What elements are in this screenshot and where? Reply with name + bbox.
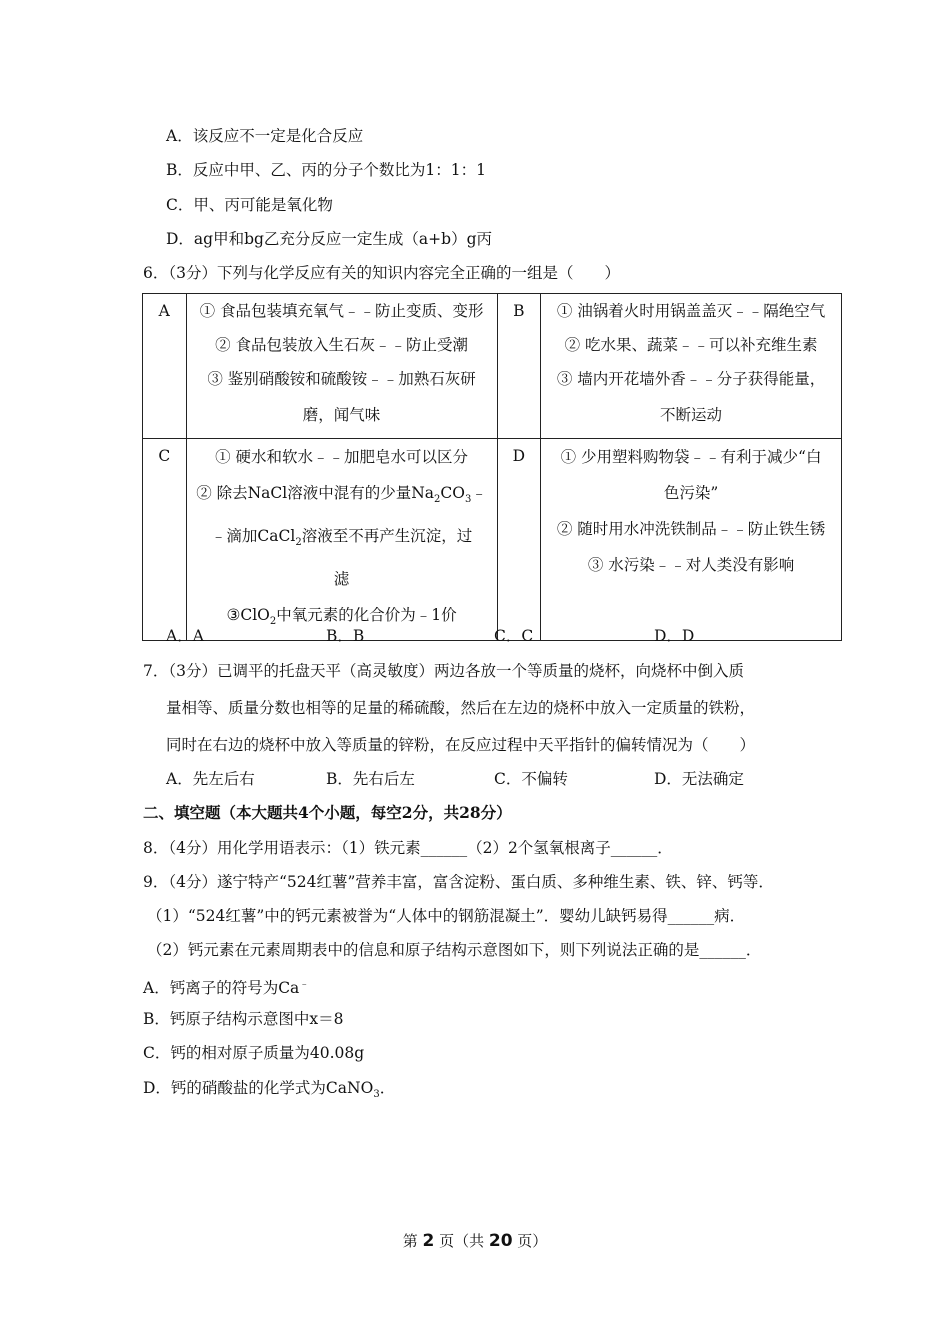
table-row (143, 294, 842, 439)
q6-stem: 6．（3分）下列与化学反应有关的知识内容完全正确的一组是（ ） (143, 264, 620, 282)
q9-option-d: D．钙的硝酸盐的化学式为CaNO$_3$． (143, 1079, 396, 1101)
q8-text: 8．（4分）用化学用语表示：（1）铁元素______（2）2个氢氧根离子______． (143, 839, 673, 857)
q9-option-b: B．钙原子结构示意图中x＝8 (143, 1010, 344, 1028)
q6-answer-d: D．D (654, 627, 695, 645)
cell-label-d: D (497, 439, 541, 641)
cell-content-a (186, 294, 497, 439)
q5-option-d: D．ag甲和bg乙充分反应一定生成（a+b）g丙 (166, 230, 493, 248)
q7-answer-c: C．不偏转 (494, 770, 568, 788)
q9-option-a: A．钙离子的符号为Ca﹣ (143, 979, 310, 998)
q7-line-1: 7．（3分）已调平的托盘天平（高灵敏度）两边各放一个等质量的烧杯，向烧杯中倒入质 (143, 662, 744, 680)
table-line: ① 食品包装填充氧气﹣﹣防止变质、变形 (199, 302, 484, 320)
q7-answers (166, 769, 846, 789)
cell-content-b (541, 294, 842, 439)
q5-option-a: A．该反应不一定是化合反应 (166, 127, 364, 145)
table-line: 磨，闻气味 (302, 406, 381, 424)
cell-content-c (186, 439, 497, 641)
table-line: ③ 墙内开花墙外香﹣﹣分子获得能量， (556, 370, 826, 388)
table-line: ① 油锅着火时用锅盖盖灭﹣﹣隔绝空气 (556, 302, 826, 320)
table-line: ﹣滴加CaCl$_2$溶液至不再产生沉淀，过 (210, 527, 473, 549)
cell-label-b: B (497, 294, 541, 439)
q7-answer-d: D．无法确定 (654, 770, 744, 788)
q6-answer-a: A．A (166, 627, 204, 645)
table-line: ③ClO$_2$中氧元素的化合价为﹣1价 (226, 606, 457, 628)
cell-content-d (541, 439, 842, 641)
q6-knowledge-table (142, 293, 842, 641)
q9-stem: 9．（4分）遂宁特产“524红薯”营养丰富，富含淀粉、蛋白质、多种维生素、铁、锌、钙等． (143, 873, 774, 891)
q7-answer-b: B．先右后左 (326, 770, 415, 788)
table-row (143, 439, 842, 641)
q9-part-1: （1）“524红薯”中的钙元素被誉为“人体中的钢筋混凝土”．婴幼儿缺钙易得______病． (147, 907, 746, 925)
table-line: ② 吃水果、蔬菜﹣﹣可以补充维生素 (564, 336, 818, 354)
table-line: 色污染” (663, 484, 719, 502)
q9-part-2: （2）钙元素在元素周期表中的信息和原子结构示意图如下，则下列说法正确的是______． (147, 941, 762, 959)
q5-option-b: B．反应中甲、乙、丙的分子个数比为1：1：1 (166, 161, 486, 179)
table-line: ③ 鉴别硝酸铵和硫酸铵﹣﹣加熟石灰研 (207, 370, 476, 388)
q7-line-3: 同时在右边的烧杯中放入等质量的锌粉，在反应过程中天平指针的偏转情况为（ ） (166, 736, 756, 754)
q6-answer-c: C．C (494, 627, 534, 645)
cell-label-c: C (143, 439, 187, 641)
table-line: ① 硬水和软水﹣﹣加肥皂水可以区分 (215, 448, 469, 466)
table-line: ① 少用塑料购物袋﹣﹣有利于减少“白 (560, 448, 822, 466)
q9-option-c: C．钙的相对原子质量为40.08g (143, 1044, 365, 1062)
table-line: ③ 水污染﹣﹣对人类没有影响 (587, 556, 795, 574)
section-heading: 二、填空题（本大题共4个小题，每空2分，共28分） (143, 803, 512, 822)
cell-label-a: A (143, 294, 187, 439)
q5-option-c: C．甲、丙可能是氧化物 (166, 196, 333, 214)
q7-line-2: 量相等、质量分数也相等的足量的稀硫酸，然后在左边的烧杯中放入一定质量的铁粉， (166, 699, 756, 717)
table-line: ② 随时用水冲洗铁制品﹣﹣防止铁生锈 (556, 520, 826, 538)
page-footer: 第 2 页（共 20 页） (402, 1231, 548, 1251)
table-line: ② 食品包装放入生石灰﹣﹣防止受潮 (215, 336, 469, 354)
q6-answer-b: B．B (326, 627, 365, 645)
q6-answers (166, 626, 846, 646)
table-line: 滤 (333, 570, 350, 589)
table-line: 不断运动 (660, 406, 723, 424)
q7-answer-a: A．先左后右 (166, 770, 255, 788)
table-line: ② 除去NaCl溶液中混有的少量$Na_2CO_3﹣$ (196, 484, 487, 506)
